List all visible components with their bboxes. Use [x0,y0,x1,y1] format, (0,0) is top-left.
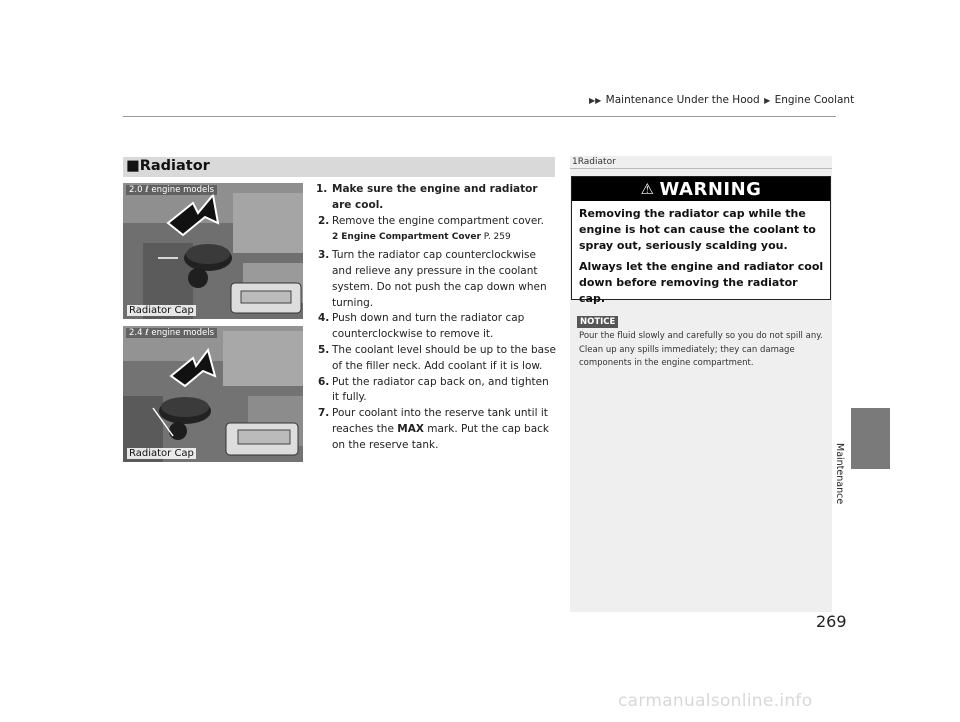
chapter-tab-label: Maintenance [834,443,845,505]
max-mark-text: MAX [397,422,424,435]
warning-header [572,177,830,201]
step-text: Put the radiator cap back on, and tighten it fully. [332,375,549,404]
photo-tag: 2.4 ℓ engine models [126,328,217,338]
photo-tag: 2.0 ℓ engine models [126,185,217,195]
engine-photo-illustration [123,326,303,462]
step-text: Pour coolant into the reserve tank until it reaches the [332,407,548,435]
warning-paragraph: Always let the engine and radiator cool down before removing the radiator cap. [579,260,824,305]
section-title [126,158,210,174]
warning-body [572,201,830,307]
header-rule [123,116,836,117]
radiator-cap-label: Radiator Cap [129,448,194,459]
step-number: 7. [318,407,330,420]
breadcrumb-part1: Maintenance Under the Hood [605,94,760,106]
reference-page: P. 259 [480,232,511,243]
breadcrumb-arrow-icon: ▶ [764,96,771,105]
step-text: Make sure the engine and radiator are cool. [332,183,538,211]
radiator-photo-2-0 [123,183,303,319]
warning-box [571,176,831,305]
warning-title: WARNING [659,179,762,200]
step-text: Remove the engine compartment cover. [332,214,544,227]
notice-text: Pour the fluid slowly and carefully so you do not spill any. Clean up any spills immediately; they can damage components in the engine compartment. [579,331,823,368]
breadcrumb-part2: Engine Coolant [774,94,855,106]
step-number: 4. [318,312,330,325]
note-marker-icon: 1 [572,157,578,167]
chapter-tab[interactable] [851,408,890,469]
warning-triangle-icon: ⚠ [640,180,655,198]
step-item [310,311,558,343]
section-square-icon: ■ [126,158,140,174]
side-notes-label [572,157,616,167]
step-number: 5. [318,343,330,356]
page-reference-link[interactable] [310,230,558,246]
page-number: 269 [816,612,847,631]
step-text: Push down and turn the radiator cap counterclockwise to remove it. [332,312,525,341]
notice-badge: NOTICE [577,316,618,328]
radiator-cap-label: Radiator Cap [129,305,194,316]
side-notes-label-text: Radiator [577,157,616,167]
watermark: carmanualsonline.info [618,691,813,711]
step-item [310,375,558,407]
step-number: 2. [318,214,330,227]
step-text: mark. Put the cap back on the reserve tank. [332,422,549,451]
radiator-photo-2-4 [123,326,303,462]
steps-list [310,182,558,454]
step-number: 3. [318,249,330,262]
step-text: Turn the radiator cap counterclockwise and relieve any pressure in the coolant system. Do not push the cap down when turning. [332,249,547,309]
side-notes-rule [570,168,832,169]
step-item [310,214,558,230]
step-text: The coolant level should be up to the base of the filler neck. Add coolant if it is low. [332,343,556,372]
warning-paragraph: Removing the radiator cap while the engine is hot can cause the coolant to spray out, seriously scalding you. [579,207,816,252]
reference-arrow-icon: 2 [332,232,339,243]
breadcrumb-arrow-icon: ▶▶ [589,96,602,105]
reference-title: Engine Compartment Cover [341,232,481,243]
step-item [310,406,558,453]
step-number: 6. [318,375,330,388]
breadcrumb [588,94,854,106]
section-title-text: Radiator [139,158,210,174]
step-number: 1. [316,183,328,195]
step-item [310,248,558,311]
engine-photo-illustration [123,183,303,319]
step-item [310,182,558,214]
step-item [310,343,558,375]
